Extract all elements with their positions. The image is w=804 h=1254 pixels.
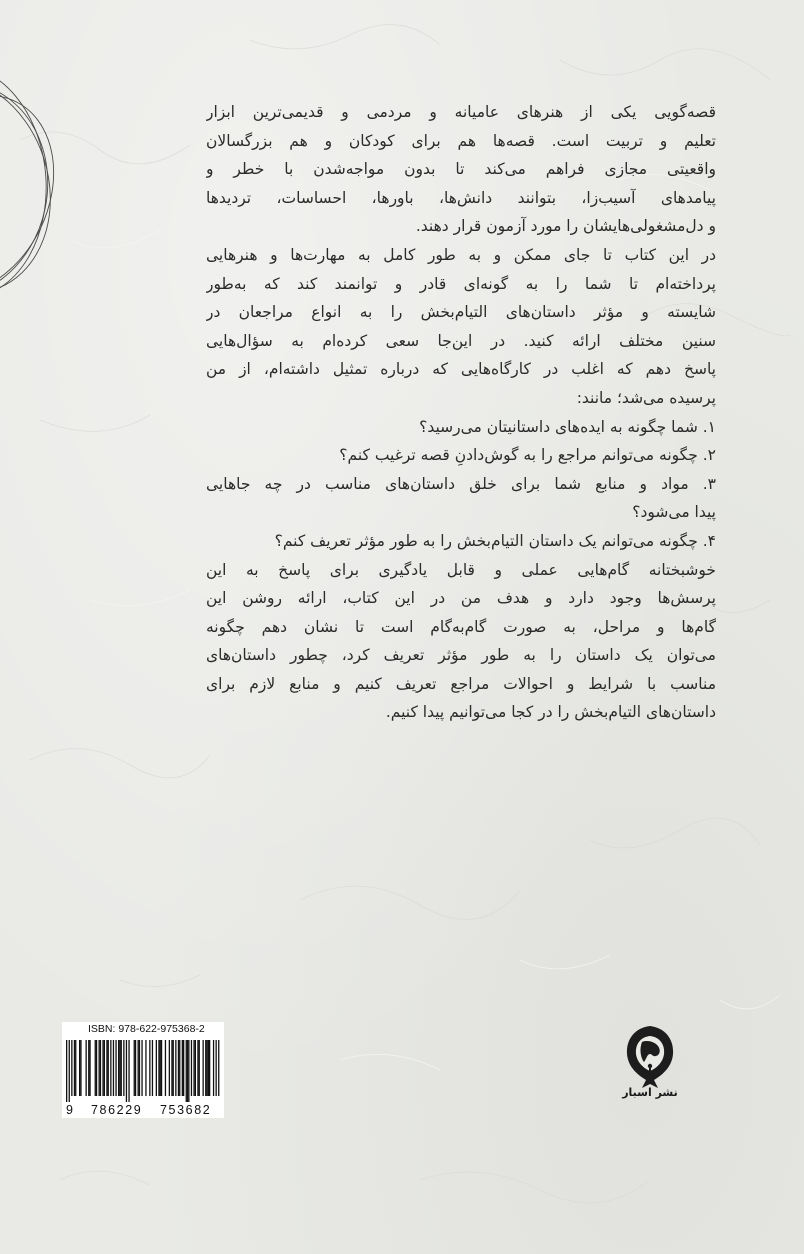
barcode-bar	[95, 1040, 96, 1096]
barcode-bar	[195, 1040, 196, 1096]
barcode-bar	[216, 1040, 217, 1096]
barcode-bar	[80, 1040, 81, 1096]
barcode-bar	[108, 1040, 109, 1096]
barcode-bar	[188, 1040, 189, 1102]
question-item-3	[206, 470, 716, 527]
barcode-bar	[209, 1040, 210, 1096]
question-item-4	[206, 527, 716, 556]
barcode-bar	[182, 1040, 183, 1096]
paragraph-intro	[206, 98, 716, 241]
text-line: تعلیم و تربیت است. قصه‌ها هم برای کودکان و هم بزرگسالان	[206, 131, 716, 150]
barcode-bar	[102, 1040, 103, 1096]
barcode-bar	[121, 1040, 122, 1096]
barcode-bar	[152, 1040, 153, 1096]
text-line: خوشبختانه گام‌هایی عملی و قابل یادگیری برای پاسخ به این	[206, 560, 716, 579]
barcode-digit-first: 9	[66, 1103, 73, 1117]
text-line: پیدا می‌شود؟	[632, 503, 716, 522]
text-line: پیامدهای آسیب‌زا، بتوانند دانش‌ها، باورها، احساسات، تردیدها	[206, 188, 716, 207]
text-line: قصه‌گویی یکی از هنرهای عامیانه و مردمی و قدیمی‌ترین ابزار	[206, 103, 716, 121]
barcode-bar	[179, 1040, 180, 1096]
barcode-bar	[165, 1040, 166, 1096]
text-line: مناسب با شرایط و احوالات مراجع تعریف کنیم و منابع لازم برای	[206, 674, 716, 693]
isbn-label: ISBN: 978-622-975368-2	[88, 1023, 205, 1035]
barcode-bar	[74, 1040, 75, 1096]
barcode-bar	[197, 1040, 198, 1096]
barcode-bar	[126, 1040, 127, 1102]
barcode-bar	[203, 1040, 204, 1096]
text-line: ۳. مواد و منابع شما برای خلق داستان‌های مناسب در چه جاهایی	[206, 474, 716, 493]
barcode-bar	[158, 1040, 159, 1096]
paragraph-purpose	[206, 241, 716, 413]
barcode-bar	[187, 1040, 188, 1102]
barcode-bar	[175, 1040, 176, 1096]
barcode-bar	[119, 1040, 120, 1096]
barcode-bar	[218, 1040, 219, 1096]
barcode-bar	[205, 1040, 206, 1096]
publisher-name: نشر اسبار	[622, 1086, 678, 1099]
barcode-bar	[183, 1040, 184, 1096]
barcode-bar	[213, 1040, 214, 1096]
decorative-circle-lines	[0, 0, 120, 320]
barcode-bar	[99, 1040, 100, 1096]
text-line: واقعیتی مجازی فراهم می‌کند تا بدون مواجه‌شدن با خطر و	[206, 160, 716, 179]
barcode-digits-right: 753682	[160, 1103, 212, 1117]
barcode-bar	[134, 1040, 135, 1096]
barcode-bar	[145, 1040, 146, 1096]
question-item-1	[206, 413, 716, 442]
barcode-bar	[71, 1040, 72, 1096]
barcode-bar	[138, 1040, 139, 1096]
text-line: پاسخ دهم که اغلب در کارگاه‌هایی که درباره تمثیل داشته‌ام، از من	[206, 360, 716, 379]
question-item-2	[206, 441, 716, 470]
paragraph-conclusion	[206, 556, 716, 728]
barcode-bar	[161, 1040, 162, 1096]
barcode-bar	[208, 1040, 209, 1096]
text-line: داستان‌های التیام‌بخش را در کجا می‌توانیم پیدا کنیم.	[385, 703, 716, 722]
barcode-bar	[169, 1040, 170, 1096]
barcode-bar	[173, 1040, 174, 1096]
text-line: و دل‌مشغولی‌هایشان را مورد آزمون قرار دهند.	[415, 217, 716, 236]
barcode-bar	[118, 1040, 119, 1096]
barcode-bar	[66, 1040, 67, 1102]
barcode-bar	[115, 1040, 116, 1096]
barcode-bar	[193, 1040, 194, 1096]
text-line: گام‌ها و مراحل، به صورت گام‌به‌گام است تا نشان دهم چگونه	[206, 617, 716, 636]
barcode-bar	[88, 1040, 89, 1096]
text-line: ۲. چگونه می‌توانم مراجع را به گوش‌دادنِ قصه ترغیب کنم؟	[339, 446, 716, 465]
text-line: شایسته و مؤثر داستان‌های التیام‌بخش را به انواع مراجعان در	[206, 303, 716, 322]
barcode-bar	[178, 1040, 179, 1096]
text-line: در این کتاب تا جای ممکن و به طور کامل به مهارت‌ها و هنرهایی	[206, 245, 716, 264]
back-cover-text	[206, 98, 716, 727]
barcode-bar	[160, 1040, 161, 1096]
barcode-bar	[75, 1040, 76, 1096]
text-line: ۱. شما چگونه به ایده‌های داستانیتان می‌رسید؟	[419, 417, 716, 436]
barcode-bar	[113, 1040, 114, 1096]
barcode-bar	[171, 1040, 172, 1096]
barcode-bar	[69, 1040, 70, 1102]
barcode-bar	[139, 1040, 140, 1096]
barcode-bar	[96, 1040, 97, 1096]
text-line: پرداخته‌ام تا شما را به گونه‌ای قادر و توانمند کند که به‌طور	[206, 274, 716, 293]
barcode-bar	[156, 1040, 157, 1096]
text-line: پرسیده می‌شد؛ مانند:	[576, 388, 716, 407]
barcode-bar	[206, 1040, 207, 1096]
barcode-digits-left: 786229	[91, 1103, 143, 1117]
barcode	[66, 1040, 220, 1102]
barcode-bar	[191, 1040, 192, 1096]
barcode-bar	[149, 1040, 150, 1096]
barcode-bar	[135, 1040, 136, 1096]
barcode-bar	[110, 1040, 111, 1096]
barcode-bar	[128, 1040, 129, 1102]
barcode-bar	[106, 1040, 107, 1096]
barcode-bar	[86, 1040, 87, 1096]
barcode-bar	[141, 1040, 142, 1096]
text-line: سنین مختلف ارائه کنید. در این‌جا سعی کرده‌ام به سؤال‌هایی	[206, 331, 716, 350]
barcode-bar	[104, 1040, 105, 1096]
barcode-bar	[100, 1040, 101, 1096]
barcode-bar	[89, 1040, 90, 1096]
text-line: ۴. چگونه می‌توانم یک داستان التیام‌بخش را به طور مؤثر تعریف کنم؟	[274, 531, 716, 550]
barcode-bar	[79, 1040, 80, 1096]
barcode-bar	[123, 1040, 124, 1096]
text-line: می‌توان یک داستان را به طور مؤثر تعریف کرد، چطور داستان‌های	[206, 646, 716, 665]
barcode-bar	[199, 1040, 200, 1096]
text-line: پرسش‌ها وجود دارد و هدف من در این کتاب، ارائه روشن این	[206, 589, 716, 608]
barcode-bar	[186, 1040, 187, 1102]
